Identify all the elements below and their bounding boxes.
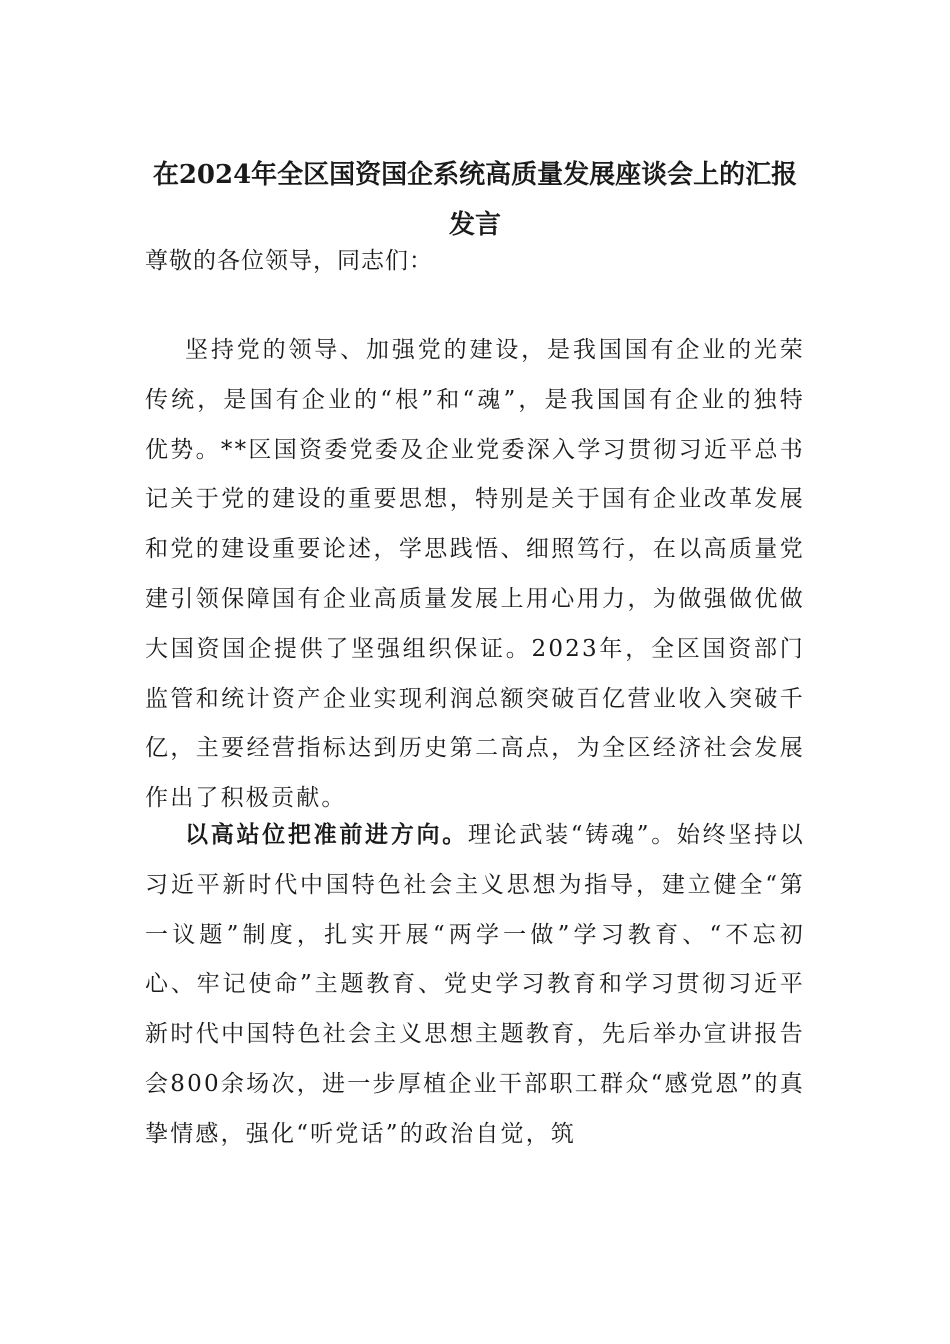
paragraph-2: [145, 810, 805, 1160]
salutation: 尊敬的各位领导，同志们：: [145, 248, 433, 274]
paragraph-1: [145, 326, 805, 824]
document-title: 在2024年全区国资国企系统高质量发展座谈会上的汇报发言: [152, 160, 798, 240]
paragraph-2-text: 理论武装“铸魂”。始终坚持以习近平新时代中国特色社会主义思想为指导，建立健全“第一议题”制度，扎实开展“两学一做”学习教育、“不忘初心、牢记使命”主题教育、党史学习教育和学习贯彻习近平新时代中国特色社会主义思想主题教育，先后举办宣讲报告会800余场次，进一步厚植企业干部职工群众“感党恩”的真挚情感，强化“听党话”的政治自觉，筑: [145, 822, 805, 1147]
paragraph-1-text: 坚持党的领导、加强党的建设，是我国国有企业的光荣传统，是国有企业的“根”和“魂”，是我国国有企业的独特优势。**区国资委党委及企业党委深入学习贯彻习近平总书记关于党的建设的重要思想，特别是关于国有企业改革发展和党的建设重要论述，学思践悟、细照笃行，在以高质量党建引领保障国有企业高质量发展上用心用力，为做强做优做大国资国企提供了坚强组织保证。2023年，全区国资部门监管和统计资产企业实现利润总额突破百亿营业收入突破千亿，主要经营指标达到历史第二高点，为全区经济社会发展作出了积极贡献。: [145, 337, 805, 812]
paragraph-2-lead: 以高站位把准前进方向。: [185, 821, 468, 848]
